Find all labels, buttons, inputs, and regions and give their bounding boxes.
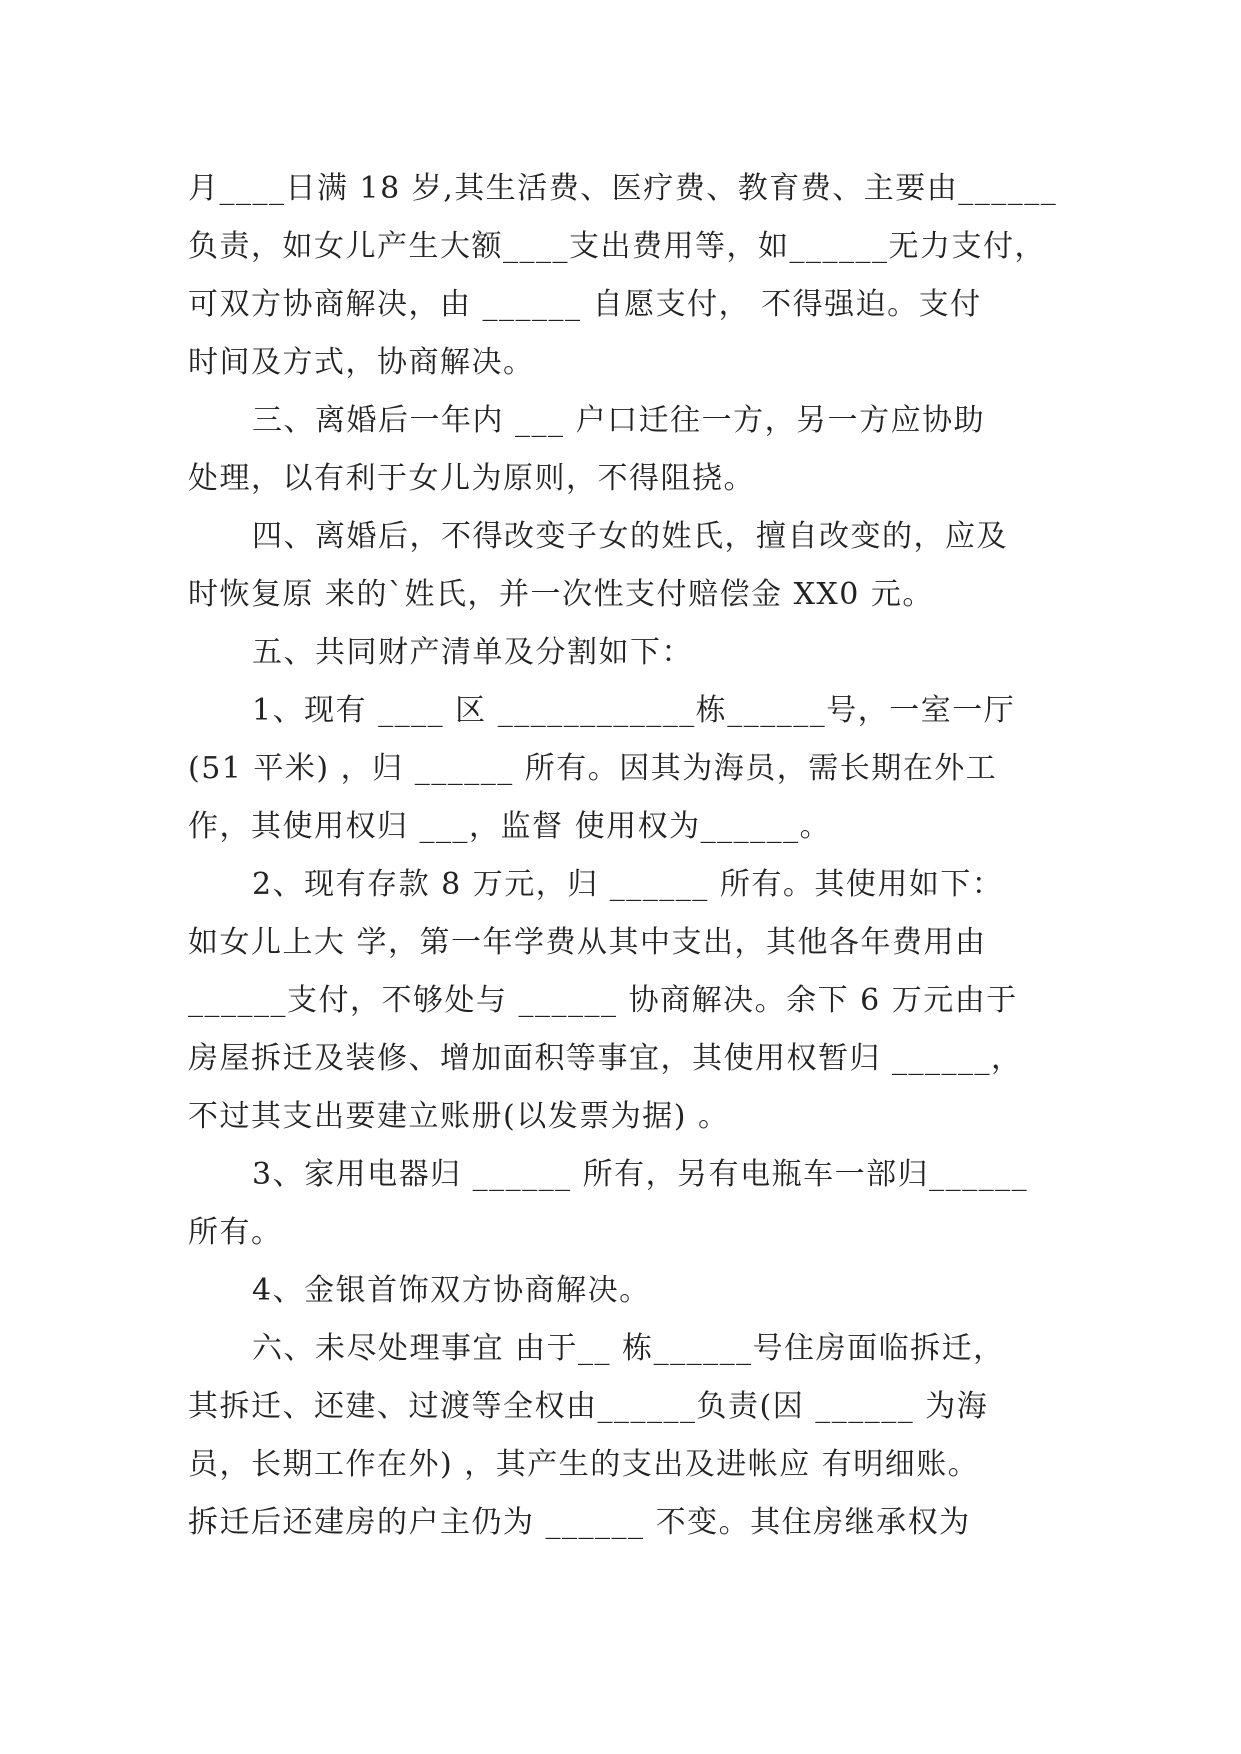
document-body bbox=[188, 160, 1068, 1552]
section-six-heading-line: 六、未尽处理事宜 由于__ 栋______号住房面临拆迁， bbox=[252, 1331, 1005, 1366]
text-line-4: 时间及方式，协商解决。 bbox=[188, 345, 535, 380]
text-line-14: 如女儿上大 学，第一年学费从其中支出，其他各年费用由 bbox=[188, 925, 987, 960]
text-line-22: 其拆迁、还建、过渡等全权由______负责(因 ______ 为海 bbox=[188, 1389, 989, 1424]
text-line-16: 房屋拆迁及装修、增加面积等事宜，其使用权暂归 ______， bbox=[188, 1041, 1023, 1076]
text-line-15: ______支付，不够处与 ______ 协商解决。余下 6 万元由于 bbox=[188, 983, 1018, 1018]
text-line-24: 拆迁后还建房的户主仍为 ______ 不变。其住房继承权为 bbox=[188, 1505, 971, 1540]
section-five-heading-line: 五、共同财产清单及分割如下： bbox=[252, 635, 693, 670]
text-line-11: (51 平米) ，归 ______ 所有。因其为海员，需长期在外工 bbox=[188, 751, 998, 786]
section-four-heading-line: 四、离婚后，不得改变子女的姓氏，擅自改变的，应及 bbox=[252, 519, 1008, 554]
text-line-3: 可双方协商解决，由 ______ 自愿支付， 不得强迫。支付 bbox=[188, 287, 982, 322]
text-line-19: 所有。 bbox=[188, 1215, 283, 1250]
item-1-line: 1、现有 ____ 区 ____________栋______号，一室一厅 bbox=[252, 693, 1016, 728]
text-line-2: 负责，如女儿产生大额____支出费用等，如______无力支付， bbox=[188, 229, 1046, 264]
text-line-1: 月____日满 18 岁,其生活费、医疗费、教育费、主要由______ bbox=[188, 171, 1058, 206]
section-three-heading-line: 三、离婚后一年内 ___ 户口迁往一方，另一方应协助 bbox=[252, 403, 986, 438]
item-2-line: 2、现有存款 8 万元，归 ______ 所有。其使用如下： bbox=[252, 867, 1004, 902]
text-line-17: 不过其支出要建立账册(以发票为据) 。 bbox=[188, 1099, 730, 1134]
text-line-23: 员，长期工作在外) ，其产生的支出及进帐应 有明细账。 bbox=[188, 1447, 980, 1482]
text-line-12: 作，其使用权归 ___，监督 使用权为______。 bbox=[188, 809, 832, 844]
item-4-line: 4、金银首饰双方协商解决。 bbox=[252, 1273, 651, 1308]
text-line-8: 时恢复原 来的`姓氏，并一次性支付赔偿金 XX0 元。 bbox=[188, 577, 934, 612]
text-line-6: 处理，以有利于女儿为原则，不得阻挠。 bbox=[188, 461, 755, 496]
item-3-line: 3、家用电器归 ______ 所有，另有电瓶车一部归______ bbox=[252, 1157, 1029, 1192]
